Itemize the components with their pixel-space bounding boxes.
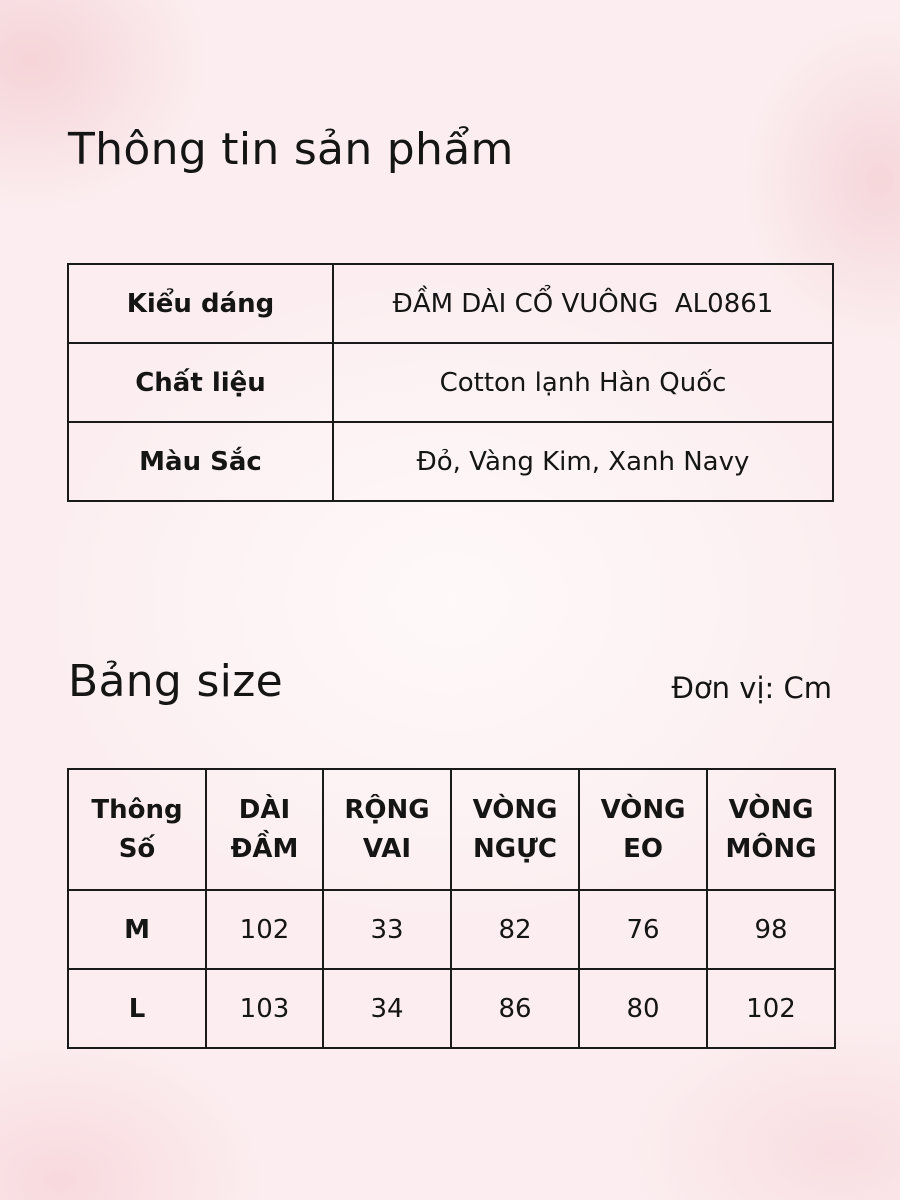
table-row: [68, 343, 833, 422]
size-chart-title: Bảng size: [68, 656, 283, 707]
header-cell: RỘNG VAI: [323, 769, 451, 890]
size-chart-table: [67, 768, 836, 1049]
product-info-title: Thông tin sản phẩm: [68, 124, 514, 175]
unit-label: Đơn vị: Cm: [671, 671, 832, 705]
value-cell: 102: [707, 969, 835, 1048]
header-cell: VÒNG EO: [579, 769, 707, 890]
info-value: Đỏ, Vàng Kim, Xanh Navy: [333, 422, 833, 501]
info-label: Màu Sắc: [68, 422, 333, 501]
info-label: Chất liệu: [68, 343, 333, 422]
info-value: Cotton lạnh Hàn Quốc: [333, 343, 833, 422]
value-cell: 80: [579, 969, 707, 1048]
size-cell: M: [68, 890, 206, 969]
info-label: Kiểu dáng: [68, 264, 333, 343]
value-cell: 86: [451, 969, 579, 1048]
table-row: [68, 422, 833, 501]
value-cell: 76: [579, 890, 707, 969]
info-value: ĐẦM DÀI CỔ VUÔNG AL0861: [333, 264, 833, 343]
table-row: [68, 264, 833, 343]
value-cell: 102: [206, 890, 323, 969]
header-cell: Thông Số: [68, 769, 206, 890]
header-cell: DÀI ĐẦM: [206, 769, 323, 890]
value-cell: 34: [323, 969, 451, 1048]
value-cell: 82: [451, 890, 579, 969]
table-row: [68, 890, 835, 969]
product-info-table: [67, 263, 834, 502]
value-cell: 33: [323, 890, 451, 969]
table-header-row: [68, 769, 835, 890]
table-row: [68, 969, 835, 1048]
header-cell: VÒNG MÔNG: [707, 769, 835, 890]
value-cell: 98: [707, 890, 835, 969]
size-cell: L: [68, 969, 206, 1048]
value-cell: 103: [206, 969, 323, 1048]
header-cell: VÒNG NGỰC: [451, 769, 579, 890]
